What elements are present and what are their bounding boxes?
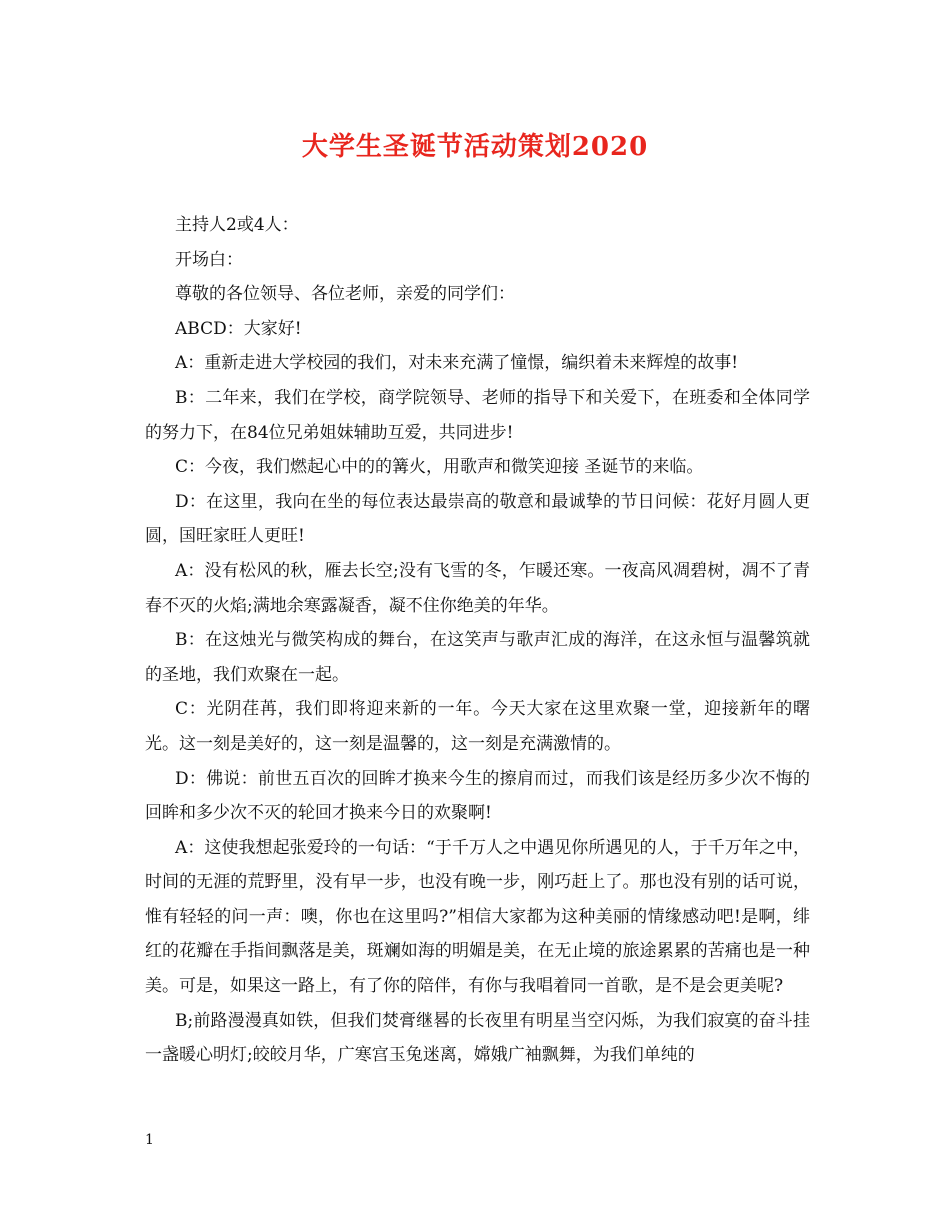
document-body <box>145 208 810 1073</box>
paragraph: D：在这里，我向在坐的每位表达最崇高的敬意和最诚挚的节日问候：花好月圆人更圆，国旺家旺人更旺! <box>145 491 810 547</box>
paragraph: B;前路漫漫真如铁，但我们焚膏继晷的长夜里有明星当空闪烁，为我们寂寞的奋斗挂一盏暖心明灯;皎皎月华，广寒宫玉兔迷离，嫦娥广袖飘舞，为我们单纯的 <box>145 1010 810 1066</box>
paragraph: A：重新走进大学校园的我们，对未来充满了憧憬，编织着未来辉煌的故事! <box>175 353 739 374</box>
paragraph: B：在这烛光与微笑构成的舞台，在这笑声与歌声汇成的海洋，在这永恒与温馨筑就的圣地，我们欢聚在一起。 <box>145 630 810 685</box>
paragraph: 尊敬的各位领导、各位老师，亲爱的同学们： <box>175 284 515 305</box>
paragraph: 开场白： <box>175 249 243 270</box>
paragraph: B：二年来，我们在学校，商学院领导、老师的指导下和关爱下，在班委和全体同学的努力下，在84位兄弟姐妹辅助互爱，共同进步! <box>145 387 810 443</box>
paragraph: A：这使我想起张爱玲的一句话：“于千万人之中遇见你所遇见的人，于千万年之中，时间的无涯的荒野里，没有早一步，也没有晚一步，刚巧赶上了。那也没有别的话可说，惟有轻轻的问一声：噢，你也在这里吗?”相信大家都为这种美丽的情缘感动吧!是啊，绯红的花瓣在手指间飘落是美，斑斓如海的明媚是美，在无止境的旅途累累的苦痛也是一种美。可是，如果这一路上，有了你的陪伴，有你与我唱着同一首歌，是不是会更美呢? <box>145 837 810 997</box>
paragraph: D：佛说：前世五百次的回眸才换来今生的擦肩而过，而我们该是经历多少次不悔的回眸和多少次不灭的轮回才换来今日的欢聚啊! <box>145 768 810 824</box>
paragraph: C：光阴荏苒，我们即将迎来新的一年。今天大家在这里欢聚一堂，迎接新年的曙光。这一刻是美好的，这一刻是温馨的，这一刻是充满激情的。 <box>145 699 810 754</box>
document-title: 大学生圣诞节活动策划2020 <box>301 132 649 162</box>
paragraph: C：今夜，我们燃起心中的的篝火，用歌声和微笑迎接 圣诞节的来临。 <box>175 457 704 478</box>
paragraph: A：没有松风的秋，雁去长空;没有飞雪的冬，乍暖还寒。一夜高风凋碧树，凋不了青春不灭的火焰;满地余寒露凝香，凝不住你绝美的年华。 <box>145 560 810 616</box>
paragraph: ABCD：大家好! <box>175 318 302 339</box>
page-number: 1 <box>145 1132 154 1148</box>
paragraph: 主持人2或4人： <box>175 215 299 235</box>
